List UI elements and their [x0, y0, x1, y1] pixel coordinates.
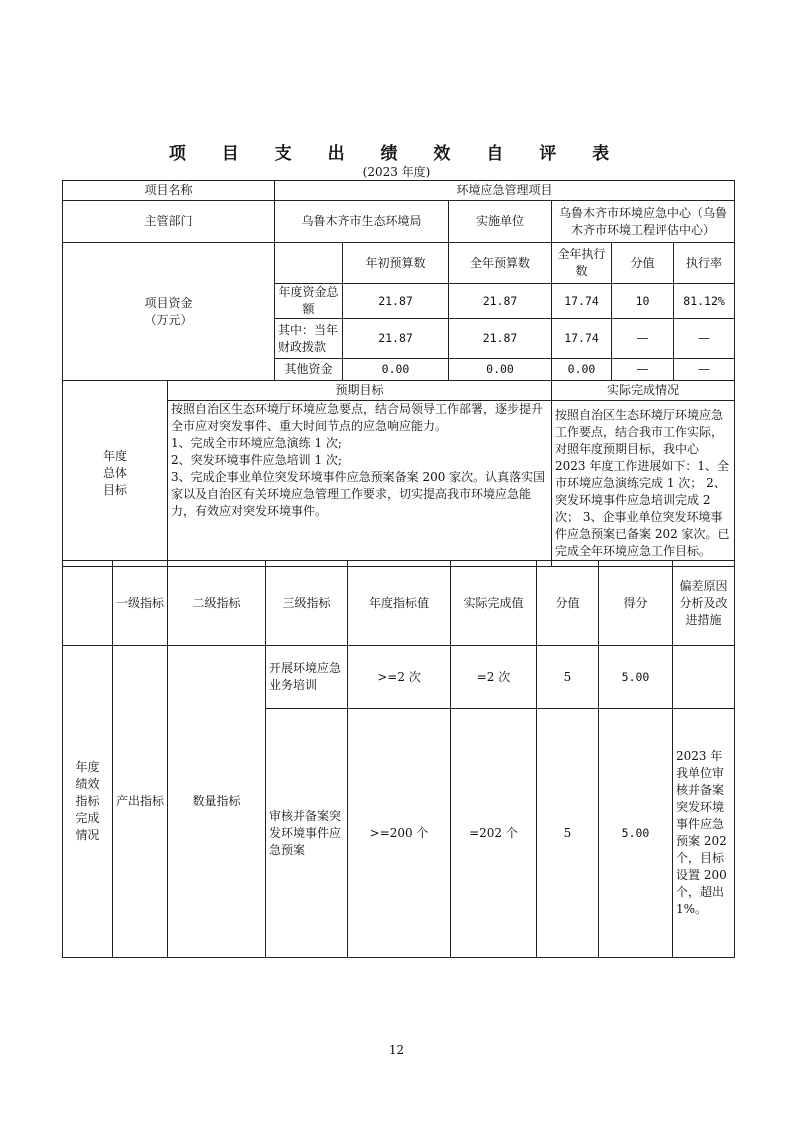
indicator-header: 年度指标值: [348, 561, 451, 646]
funds-cell: 21.87: [449, 284, 552, 319]
score-value: 5: [537, 709, 599, 958]
project-name-label: 项目名称: [63, 181, 275, 201]
deviation-note: [673, 646, 735, 709]
funds-cell: —: [674, 319, 735, 359]
funds-row-name: 其中：当年财政拨款: [275, 319, 343, 359]
expected-goal-text: 按照自治区生态环境厅环境应急要点，结合局领导工作部署，逐步提升全市应对突发事件、重大时间节点的应急响应能力。 1、完成全市环境应急演练 1 次; 2、突发环境事件应急培训 1 次; 3、完成企事业单位突发环境事件应急预案备案 200 家次。认真落实国家以及自治区有关环境应急管理工作要求，切实提高我市环境应急能力，有效应对突发环境事件。: [168, 401, 552, 567]
funds-cell: 17.74: [552, 319, 612, 359]
funds-row-name: 其他资金: [275, 359, 343, 381]
funds-cell: 81.12%: [674, 284, 735, 319]
funds-cell: 17.74: [552, 284, 612, 319]
actual-result-text: 按照自治区生态环境厅环境应急工作要点，结合我市工作实际，对照年度预期目标，我中心 2023 年度工作进展如下：1、全市环境应急演练完成 1 次； 2、突发环境事件应急培训完成 2 次； 3、企事业单位突发环境事件应急预案已备案 202 家次。已完成全年环境应急工作目标。: [552, 401, 735, 567]
impl-unit-label: 实施单位: [449, 201, 552, 243]
level1-indicator: 产出指标: [113, 646, 168, 958]
performance-indicator-table: [62, 560, 735, 958]
funds-cell: —: [612, 319, 674, 359]
score-value: 5: [537, 646, 599, 709]
funds-header: 执行率: [674, 243, 735, 284]
budget-goals-table: [62, 180, 735, 567]
form-title: 项 目 支 出 绩 效 自 评 表: [168, 144, 625, 164]
indicator-header: 实际完成值: [451, 561, 537, 646]
got-score: 5.00: [599, 646, 673, 709]
funds-header: 全年执行数: [552, 243, 612, 284]
funds-cell: 21.87: [343, 284, 449, 319]
target-value: >=2 次: [348, 646, 451, 709]
actual-value: =202 个: [451, 709, 537, 958]
funds-cell: 0.00: [552, 359, 612, 381]
level2-indicator: 数量指标: [168, 646, 266, 958]
indicator-row: [63, 646, 735, 709]
level3-indicator: 审核并备案突发环境事件应急预案: [266, 709, 348, 958]
actual-value: =2 次: [451, 646, 537, 709]
dept-label: 主管部门: [63, 201, 275, 243]
funds-cell: 10: [612, 284, 674, 319]
funds-cell: —: [612, 359, 674, 381]
goals-label: 年度 总体 目标: [63, 381, 168, 567]
actual-result-header: 实际完成情况: [552, 381, 735, 401]
got-score: 5.00: [599, 709, 673, 958]
funds-cell: 21.87: [449, 319, 552, 359]
indicator-header: 二级指标: [168, 561, 266, 646]
page-number: 12: [388, 1043, 405, 1057]
funds-header: 年初预算数: [343, 243, 449, 284]
indicator-header: 三级指标: [266, 561, 348, 646]
indicator-header: 分值: [537, 561, 599, 646]
deviation-note: 2023 年我单位审核并备案突发环境事件应急预案 202 个，目标设置 200 个，超出 1%。: [673, 709, 735, 958]
indicator-section-label: 年度 绩效 指标 完成 情况: [63, 646, 113, 958]
form-year: (2023 年度): [362, 165, 431, 179]
indicator-header: 一级指标: [113, 561, 168, 646]
level3-indicator: 开展环境应急业务培训: [266, 646, 348, 709]
funds-cell: 0.00: [449, 359, 552, 381]
funds-header: 分值: [612, 243, 674, 284]
expected-goal-header: 预期目标: [168, 381, 552, 401]
target-value: >=200 个: [348, 709, 451, 958]
indicator-header: 偏差原因分析及改进措施: [673, 561, 735, 646]
funds-cell: 0.00: [343, 359, 449, 381]
dept-value: 乌鲁木齐市生态环境局: [275, 201, 449, 243]
funds-row-name: 年度资金总额: [275, 284, 343, 319]
impl-unit-value: 乌鲁木齐市环境应急中心（乌鲁木齐市环境工程评估中心）: [552, 201, 735, 243]
indicator-header: 得分: [599, 561, 673, 646]
funds-cell: —: [674, 359, 735, 381]
indicator-header-empty: [63, 561, 113, 646]
funds-label: 项目资金 （万元）: [63, 243, 275, 381]
project-name-value: 环境应急管理项目: [275, 181, 735, 201]
funds-header-empty: [275, 243, 343, 284]
funds-cell: 21.87: [343, 319, 449, 359]
funds-header: 全年预算数: [449, 243, 552, 284]
